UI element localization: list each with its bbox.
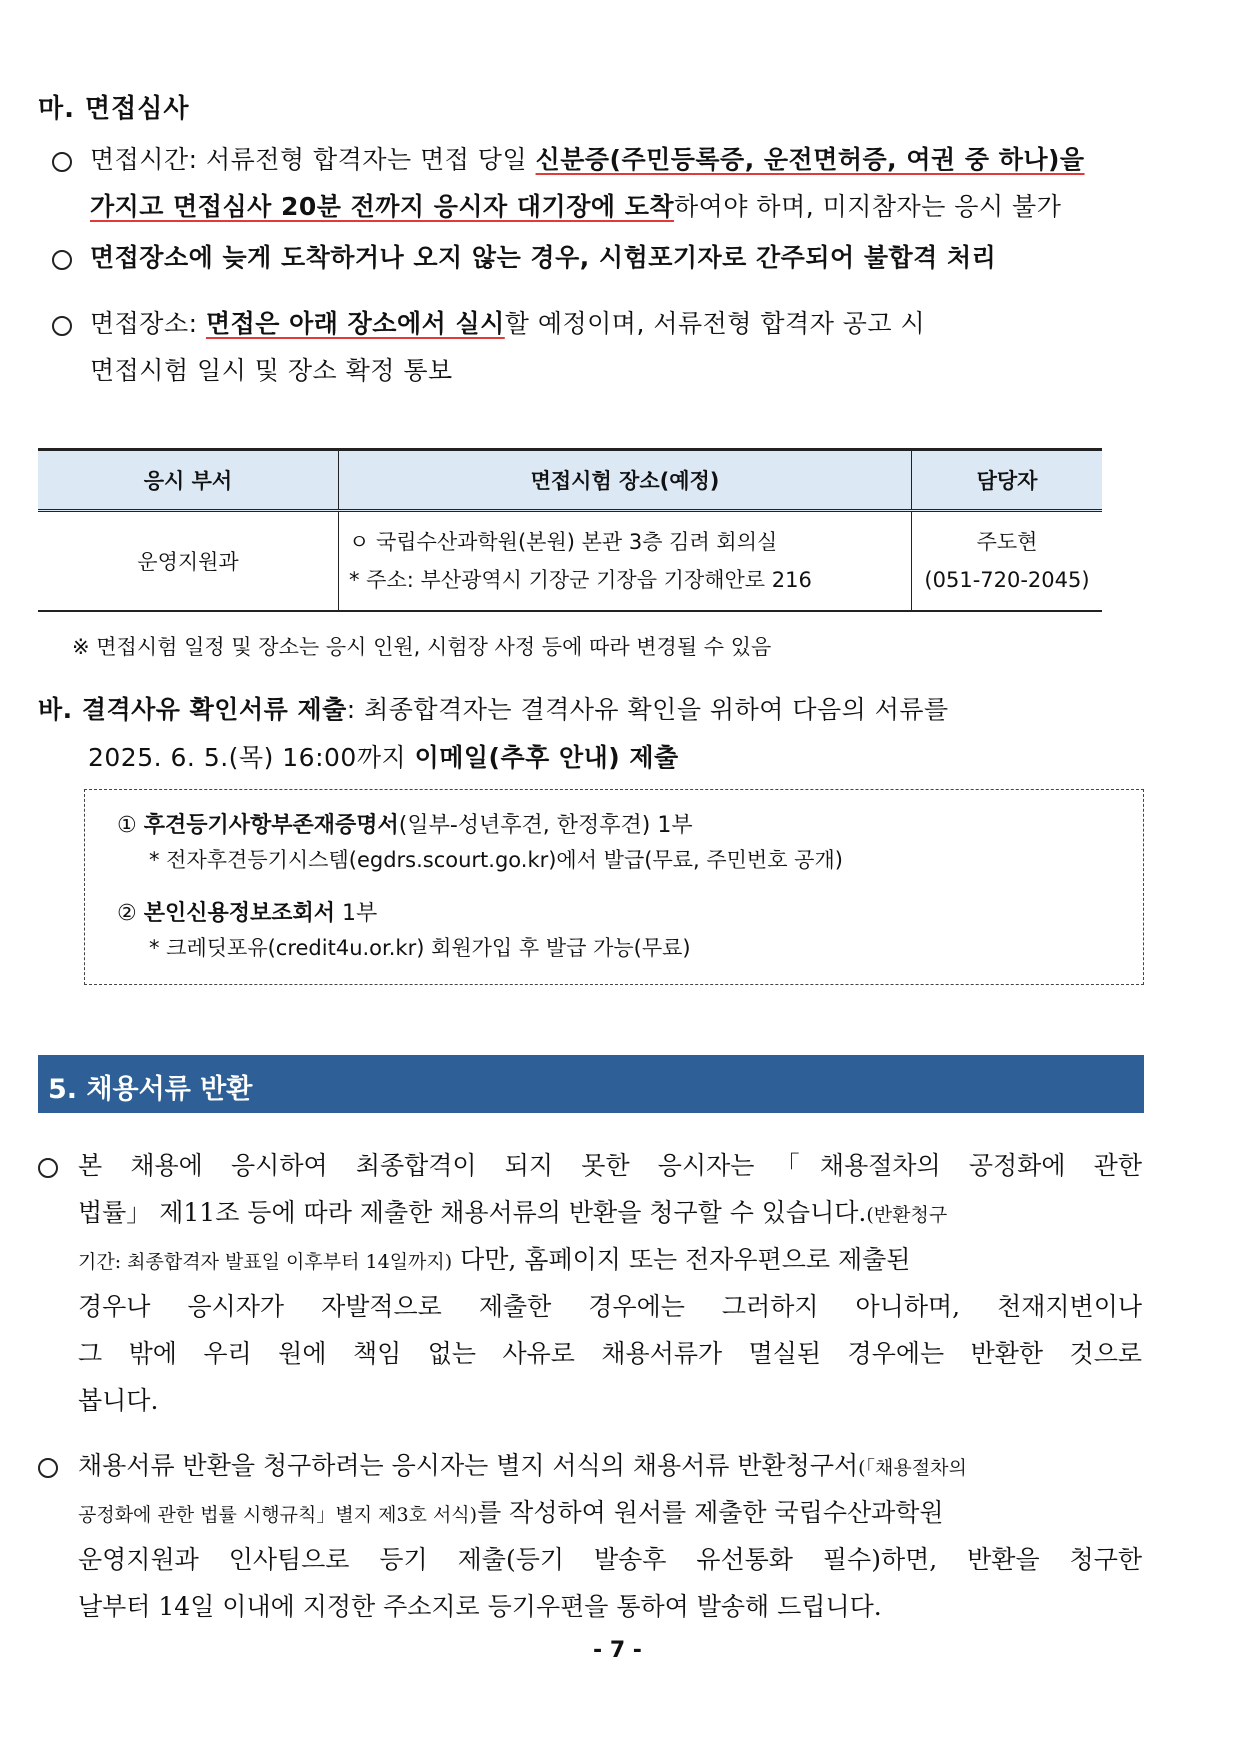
bullet-circle-icon [52,316,72,336]
doc-number-1: ① [117,813,137,838]
return-p2-line2 [78,1493,944,1529]
table-header-contact: 담당자 [912,450,1103,511]
return-p2-form: 공정화에 관한 법률 시행규칙」별지 제3호 서식) [78,1504,478,1526]
contact-name: 주도현 [976,530,1038,554]
doc-name-1: 후견등기사항부존재증명서 [143,813,399,838]
place-address: * 주소: 부산광역시 기장군 기장읍 기장해안로 216 [349,568,812,592]
section5-title: 5. 채용서류 반환 [48,1074,253,1105]
return-p1-text: 법률」 제11조 등에 따라 제출한 채용서류의 반환을 청구할 수 있습니다. [78,1198,867,1227]
page-number: - 7 - [593,1638,642,1663]
doc-name-2: 본인신용정보조회서 [143,901,336,926]
return-p2-line1 [78,1446,967,1482]
table-cell-contact [912,511,1103,612]
section-heading-disqualification [38,690,1142,726]
return-p1-line1: 본 채용에 응시하여 최종합격이 되지 못한 응시자는「채용절차의 공정화에 관한 [78,1151,1142,1180]
place-venue: ㅇ 국립수산과학원(본원) 본관 3층 김려 회의실 [349,530,778,554]
interview-arrival-requirement: 가지고 면접심사 20분 전까지 응시자 대기장에 도착 [90,192,675,221]
document-item-1 [117,808,693,839]
return-p2-line3: 운영지원과 인사팀으로 등기 제출(등기 발송후 유선통화 필수)하면, 반환을 청구한 [78,1545,1142,1574]
interview-place-highlight: 면접은 아래 장소에서 실시 [205,309,505,338]
return-p2-line4: 날부터 14일 이내에 지정한 주소지로 등기우편을 통하여 발송해 드립니다. [78,1592,882,1621]
deadline-method: 이메일(추후 안내) 제출 [414,743,679,772]
interview-place-line1 [90,304,1140,340]
table-header-place: 면접시험 장소(예정) [339,450,912,511]
return-p2-law: (「채용절차의 [858,1457,967,1479]
return-p1-line6: 봅니다. [78,1386,159,1415]
interview-time-text: 면접시간: 서류전형 합격자는 면접 당일 [90,145,536,174]
disqualification-deadline [88,738,679,774]
return-p2-submit: 를 작성하여 원서를 제출한 국립수산과학원 [477,1498,944,1527]
table-note: ※ 면접시험 일정 및 장소는 응시 인원, 시험장 사정 등에 따라 변경될 수 있음 [72,635,772,659]
table-cell-place [339,511,912,612]
interview-late-rule: 면접장소에 늦게 도착하거나 오지 않는 경우, 시험포기자로 간주되어 불합격 처리 [90,243,997,272]
disqualification-text: : 최종합격자는 결격사유 확인을 위하여 다음의 서류를 [346,695,949,724]
return-p1-line5: 그 밖에 우리 원에 책임 없는 사유로 채용서류가 멸실된 경우에는 반환한 것으로 [78,1339,1142,1368]
return-p1-line3 [78,1240,910,1276]
return-p2-text: 채용서류 반환을 청구하려는 응시자는 별지 서식의 채용서류 반환청구서 [78,1451,859,1480]
interview-time-line1 [90,140,1140,176]
table-cell-dept: 운영지원과 [38,511,339,612]
deadline-date: 2025. 6. 5.(목) 16:00까지 [88,743,415,772]
interview-time-line2 [90,187,1140,223]
table-header-row [38,450,1102,511]
interview-place-line2: 면접시험 일시 및 장소 확정 통보 [90,356,453,385]
return-p1-note: (반환청구 [866,1204,948,1226]
interview-location-table [38,448,1102,612]
doc-sub-1: * 전자후견등기시스템(egdrs.scourt.go.kr)에서 발급(무료, 주민번호 공개) [149,848,843,872]
bullet-circle-icon [38,1158,58,1178]
bullet-circle-icon [52,152,72,172]
return-p1-exception: 다만, 홈페이지 또는 전자우편으로 제출된 [452,1245,911,1274]
return-p1-line4: 경우나 응시자가 자발적으로 제출한 경우에는 그러하지 아니하며, 천재지변이나 [78,1292,1142,1321]
doc-detail-2: 1부 [335,901,378,926]
doc-detail-1: (일부-성년후견, 한정후견) 1부 [398,813,693,838]
contact-phone: (051-720-2045) [924,568,1090,592]
bullet-circle-icon [38,1458,58,1478]
document-item-2 [117,896,377,927]
doc-number-2: ② [117,901,137,926]
required-documents-box [84,789,1144,985]
disqualification-title: 바. 결격사유 확인서류 제출 [38,695,347,724]
interview-absence-text: 하여야 하며, 미지참자는 응시 불가 [674,192,1062,221]
bullet-circle-icon [52,250,72,270]
table-row [38,511,1102,612]
interview-place-label: 면접장소: [90,309,206,338]
return-p1-period: 기간: 최종합격자 발표일 이후부터 14일까지) [78,1251,453,1273]
return-p1-line2 [78,1193,947,1229]
section-heading-interview: 마. 면접심사 [38,94,190,124]
section-banner-document-return [38,1055,1144,1113]
table-header-dept: 응시 부서 [38,450,339,511]
doc-sub-2: * 크레딧포유(credit4u.or.kr) 회원가입 후 발급 가능(무료) [149,936,691,960]
interview-id-requirement: 신분증(주민등록증, 운전면허증, 여권 중 하나)을 [535,145,1085,174]
interview-place-text: 할 예정이며, 서류전형 합격자 공고 시 [504,309,926,338]
